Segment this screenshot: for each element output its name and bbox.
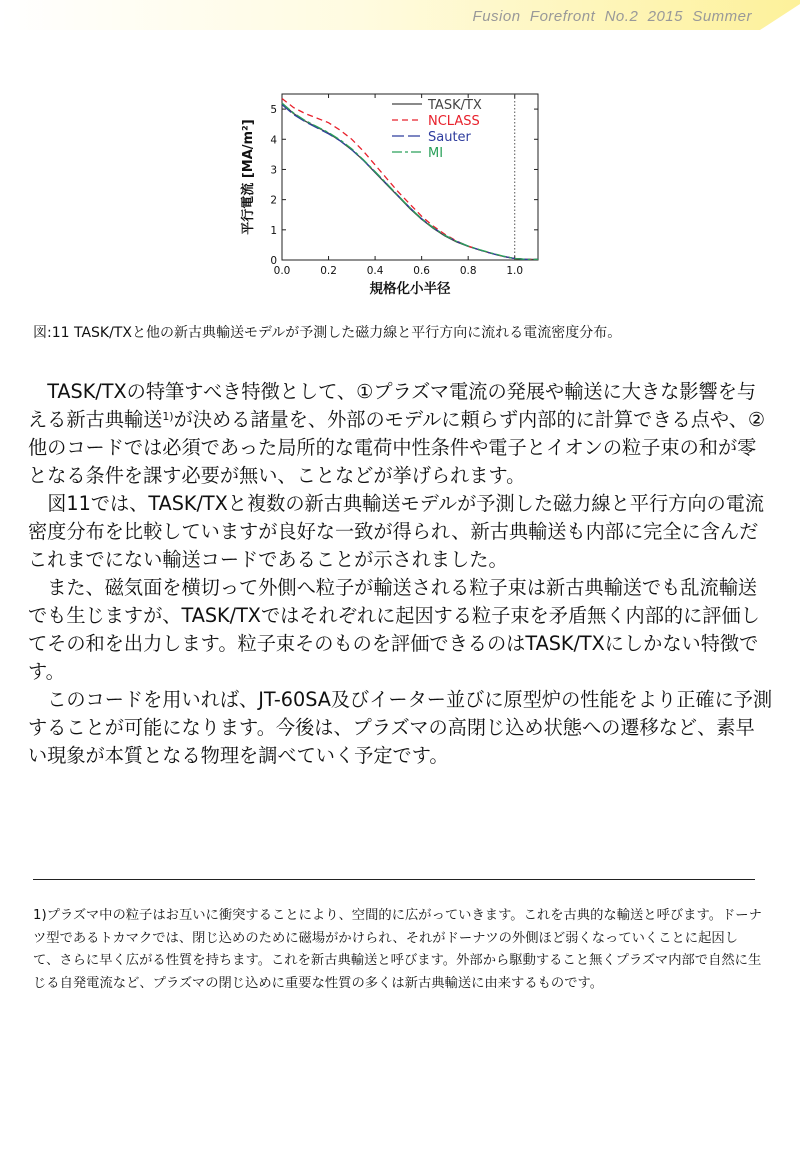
body-text bbox=[28, 378, 773, 770]
y-tick-label: 5 bbox=[270, 104, 277, 117]
legend-label: MI bbox=[428, 146, 444, 161]
series-line-nclass bbox=[282, 99, 538, 260]
paragraph-4: このコードを用いれば、JT-60SA及びイーター並びに原型炉の性能をより正確に予測することが可能になります。今後は、プラズマの高閉じ込め状態への遷移など、素早い現象が本質となる物理を調べていく予定です。 bbox=[28, 688, 773, 767]
footnote-ref: 1) bbox=[162, 410, 174, 423]
figure-caption: 図:11 TASK/TXと他の新古典輸送モデルが予測した磁力線と平行方向に流れる電流密度分布。 bbox=[33, 325, 622, 341]
footnote bbox=[33, 905, 763, 995]
current-density-chart bbox=[220, 82, 550, 302]
footnote-text: 1)プラズマ中の粒子はお互いに衝突することにより、空間的に広がっていきます。これを古典的な輸送と呼びます。ドーナツ型であるトカマクでは、閉じ込めのために磁場がかけられ、それがドーナツの外側ほど弱くなっていくことに起因して、さらに早く広がる性質を持ちます。これを新古典輸送と呼びます。外部から駆動すること無くプラズマ内部で自然に生じる自発電流など、プラズマの閉じ込めに重要な性質の多くは新古典輸送に由来するものです。 bbox=[33, 908, 762, 991]
figure-11 bbox=[220, 82, 550, 302]
legend-label: NCLASS bbox=[428, 114, 480, 129]
y-tick-label: 4 bbox=[270, 134, 277, 147]
series-line-mi bbox=[282, 103, 538, 259]
y-tick-label: 0 bbox=[270, 255, 277, 267]
footnote-divider bbox=[33, 879, 755, 880]
y-tick-label: 1 bbox=[270, 224, 277, 237]
x-tick-label: 0.6 bbox=[413, 265, 430, 277]
x-tick-label: 1.0 bbox=[506, 265, 524, 277]
legend-label: Sauter bbox=[428, 130, 471, 145]
paragraph-1-part-b: が決める諸量を、外部のモデルに頼らず内部的に計算できる点や、②他のコードでは必須であった局所的な電荷中性条件や電子とイオンの粒子束の和が零となる条件を課す必要が無い、ことなどが挙げられます。 bbox=[28, 408, 766, 487]
y-tick-label: 2 bbox=[270, 194, 277, 207]
paragraph-2: 図11では、TASK/TXと複数の新古典輸送モデルが予測した磁力線と平行方向の電流密度分布を比較していますが良好な一致が得られ、新古典輸送も内部に完全に含んだこれまでにない輸送コードであることが示されました。 bbox=[28, 492, 765, 571]
x-tick-label: 0.8 bbox=[459, 265, 477, 277]
series-line-task-tx bbox=[282, 103, 538, 259]
x-tick-label: 0.0 bbox=[273, 265, 291, 277]
legend-label: TASK/TX bbox=[428, 98, 482, 113]
x-tick-label: 0.2 bbox=[320, 265, 337, 277]
paragraph-1 bbox=[28, 378, 773, 490]
journal-header: Fusion Forefront No.2 2015 Summer bbox=[472, 8, 752, 25]
y-tick-label: 3 bbox=[270, 164, 277, 177]
x-axis-label: 規格化小半径 bbox=[369, 281, 451, 297]
x-tick-label: 0.4 bbox=[366, 265, 384, 277]
paragraph-1-part-a: TASK/TXの特筆すべき特徴として、①プラズマ電流の発展や輸送に大きな影響を与える新古典輸送 bbox=[28, 380, 757, 431]
y-axis-label: 平行電流 [MA/m²] bbox=[241, 119, 256, 235]
paragraph-3: また、磁気面を横切って外側へ粒子が輸送される粒子束は新古典輸送でも乱流輸送でも生じますが、TASK/TXではそれぞれに起因する粒子束を矛盾無く内部的に評価してその和を出力します。粒子束そのものを評価できるのはTASK/TXにしかない特徴です。 bbox=[28, 576, 760, 683]
